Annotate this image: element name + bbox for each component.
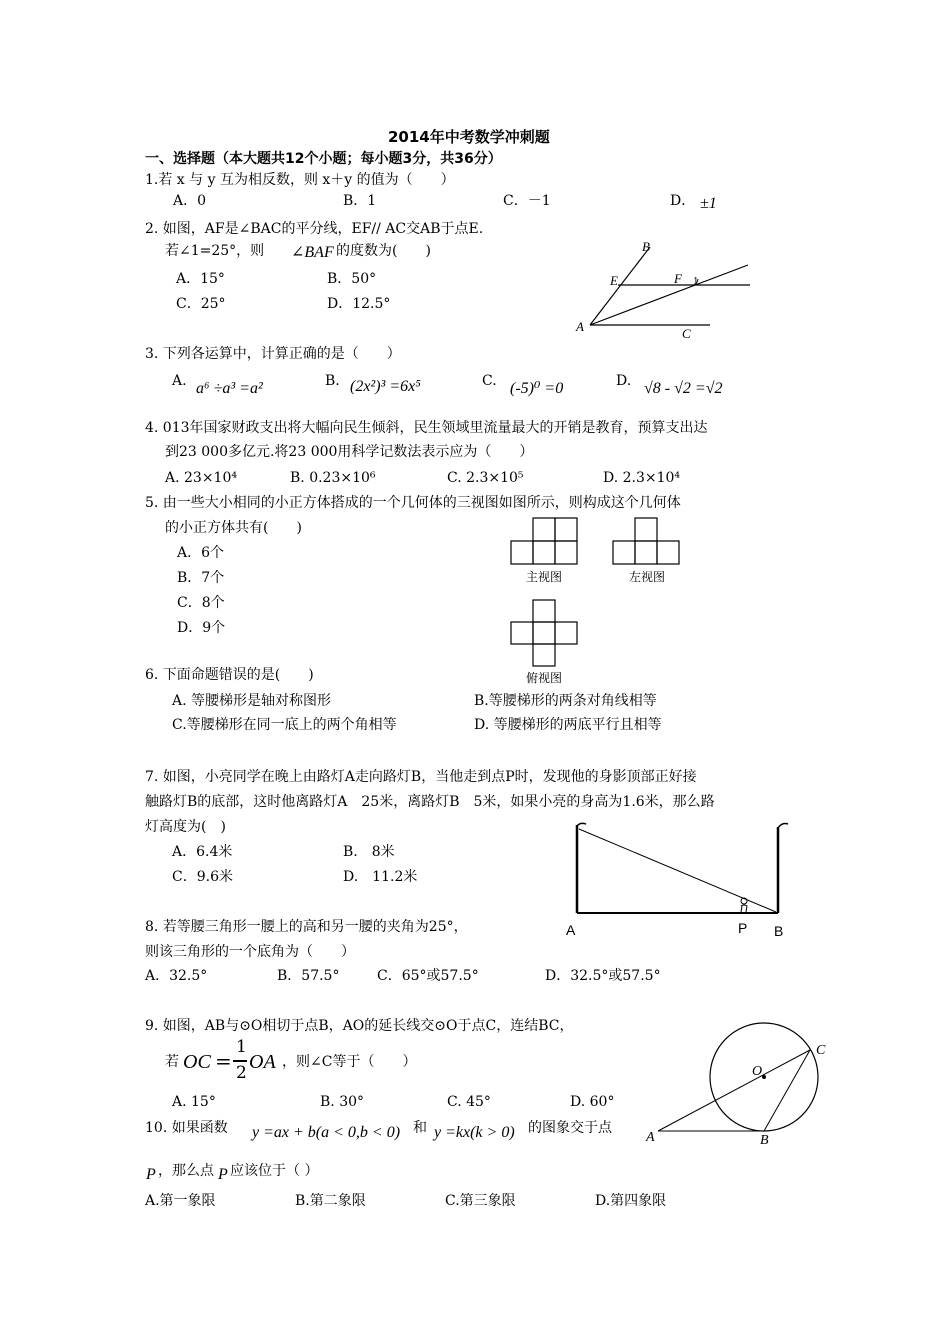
q2-fig-label-f: F <box>674 271 682 286</box>
q9-frac-bar <box>233 1060 247 1062</box>
q3-expr-a: a⁶ ÷a³ =a² <box>196 380 263 397</box>
q10-point-p: P <box>146 1166 156 1183</box>
q4-line1: 4. 013年国家财政支出将大幅向民生倾斜，民生领域里流量最大的开销是教育，预算支出达 <box>145 420 708 436</box>
q5-line1: 5. 由一些大小相同的小正方体搭成的一个几何体的三视图如图所示，则构成这个几何体 <box>145 495 681 511</box>
q3-expr-c: (-5)⁰ =0 <box>510 380 564 397</box>
q10-line2-b: ，那么点 <box>158 1163 214 1179</box>
q2-option-d: D．12.5° <box>327 296 391 312</box>
q10-line2-d: 应该位于（ ） <box>230 1163 319 1179</box>
q2-line2-c: 的度数为( ) <box>336 243 431 259</box>
q2-option-a: A．15° <box>176 271 225 287</box>
q7-option-b: B. 8米 <box>343 844 395 860</box>
q10-option-c: C.第三象限 <box>445 1193 516 1209</box>
q5-top-view <box>511 600 577 666</box>
q1-option-d-value: ±1 <box>700 195 717 212</box>
q7-line3: 灯高度为( ) <box>145 819 226 835</box>
q6-stem: 6. 下面命题错误的是( ) <box>145 667 314 683</box>
q2-line2-a: 若∠1=25°，则 <box>165 243 265 259</box>
q1-option-d: D． <box>670 193 696 209</box>
q4-line2: 到23 000多亿元.将23 000用科学记数法表示应为（ ） <box>165 444 534 460</box>
q9-post: ，则∠C等于（ ） <box>282 1054 417 1070</box>
q2-figure <box>570 235 760 345</box>
q9-oa: OA <box>249 1051 276 1073</box>
q7-fig-label-b: B <box>774 923 784 939</box>
q10-and: 和 <box>413 1120 427 1136</box>
q3-option-b: B. <box>325 373 340 389</box>
q4-option-b: B. 0.23×10⁶ <box>290 470 376 486</box>
q10-function-2: y =kx(k > 0) <box>434 1124 515 1141</box>
q7-option-c: C．9.6米 <box>172 869 233 885</box>
q8-line1: 8. 若等腰三角形一腰上的高和另一腰的夹角为25°， <box>145 919 468 935</box>
q4-option-d: D. 2.3×10⁴ <box>603 470 681 486</box>
q7-option-a: A．6.4米 <box>172 844 233 860</box>
q2-fig-label-b: B <box>642 239 650 254</box>
q8-line2: 则该三角形的一个底角为（ ） <box>145 944 355 960</box>
q10-function-1: y =ax + b(a < 0,b < 0) <box>252 1124 401 1141</box>
q5-left-view <box>613 518 679 564</box>
q7-line1: 7. 如图，小亮同学在晚上由路灯A走向路灯B，当他走到点P时，发现他的身影顶部正好接 <box>145 769 697 785</box>
q9-frac-den: 2 <box>236 1063 247 1083</box>
q8-option-c: C．65°或57.5° <box>377 968 479 984</box>
q3-option-d: D. <box>616 373 632 389</box>
q1-option-b: B．1 <box>343 193 377 209</box>
q5-three-views-figure <box>510 517 690 687</box>
q8-option-b: B．57.5° <box>277 968 340 984</box>
q1-stem: 1.若 x 与 y 互为相反数，则 x＋y 的值为（ ） <box>145 172 455 188</box>
q5-label-front: 主视图 <box>526 570 563 584</box>
q5-label-top: 俯视图 <box>526 671 563 685</box>
q5-front-view <box>511 518 577 564</box>
q9-pre: 若 <box>165 1054 179 1070</box>
q10-option-b: B.第二象限 <box>295 1193 366 1209</box>
q9-option-b: B. 30° <box>320 1094 365 1110</box>
q10-option-a: A.第一象限 <box>145 1193 216 1209</box>
q1-option-c: C．－1 <box>503 193 551 209</box>
q3-expr-b: (2x²)³ =6x⁵ <box>350 378 421 395</box>
q7-fig-label-a: A <box>566 922 576 938</box>
q5-option-b: B．7个 <box>177 570 225 586</box>
q7-street-lamp-figure <box>560 822 800 942</box>
q5-option-a: A．6个 <box>177 545 225 561</box>
q2-fig-label-c: C <box>682 326 691 341</box>
q7-person-icon <box>741 898 747 912</box>
q9-fig-label-a: A <box>646 1130 655 1145</box>
q9-option-a: A. 15° <box>172 1094 216 1110</box>
q10-pre: 10. 如果函数 <box>145 1120 228 1136</box>
q9-frac-num: 1 <box>236 1037 247 1057</box>
section-heading: 一、选择题（本大题共12个小题；每小题3分，共36分） <box>145 151 502 167</box>
q8-option-a: A．32.5° <box>145 968 208 984</box>
q7-line2: 触路灯B的底部，这时他离路灯A 25米，离路灯B 5米，如果小亮的身高为1.6米，那么路 <box>145 794 715 810</box>
q9-line1: 9. 如图，AB与⊙O相切于点B，AO的延长线交⊙O于点C，连结BC， <box>145 1018 574 1034</box>
q9-fig-label-o: O <box>752 1064 763 1079</box>
q5-line2: 的小正方体共有( ) <box>165 520 302 536</box>
q9-option-d: D. 60° <box>570 1094 615 1110</box>
q10-option-d: D.第四象限 <box>595 1193 667 1209</box>
q6-option-a: A. 等腰梯形是轴对称图形 <box>172 693 332 709</box>
q2-option-b: B．50° <box>327 271 377 287</box>
q10-post: 的图象交于点 <box>528 1120 612 1136</box>
q1-option-a: A．0 <box>173 193 207 209</box>
page-title: 2014年中考数学冲刺题 <box>388 128 550 146</box>
q8-option-d: D．32.5°或57.5° <box>545 968 661 984</box>
q6-option-d: D. 等腰梯形的两底平行且相等 <box>474 717 662 733</box>
q9-oc: OC <box>183 1051 211 1073</box>
q2-fig-label-1: 1 <box>693 277 699 287</box>
q4-option-c: C. 2.3×10⁵ <box>447 470 524 486</box>
q9-equals: = <box>215 1049 232 1073</box>
q9-circle-figure <box>640 1030 840 1150</box>
q5-label-left: 左视图 <box>629 570 666 584</box>
q7-option-d: D. 11.2米 <box>343 869 418 885</box>
q2-option-c: C．25° <box>176 296 226 312</box>
q3-option-c: C. <box>482 373 497 389</box>
q5-option-c: C．8个 <box>177 595 225 611</box>
q2-fig-label-a: A <box>576 319 584 334</box>
q3-expr-d: √8 - √2 =√2 <box>644 380 723 397</box>
q9-fig-label-c: C <box>816 1043 826 1058</box>
q3-stem: 3. 下列各运算中，计算正确的是（ ） <box>145 346 401 362</box>
q10-point-p-2: P <box>218 1166 228 1183</box>
q5-option-d: D．9个 <box>177 620 226 636</box>
q4-option-a: A. 23×10⁴ <box>165 470 237 486</box>
q2-line1: 2. 如图，AF是∠BAC的平分线，EF// AC交AB于点E. <box>145 221 484 237</box>
q9-fig-label-b: B <box>760 1133 769 1148</box>
q7-fig-label-p: P <box>738 920 748 936</box>
q3-option-a: A. <box>172 373 187 389</box>
q6-option-b: B.等腰梯形的两条对角线相等 <box>474 693 657 709</box>
q2-angle-baf: ∠BAF <box>291 244 334 261</box>
q2-fig-label-e: E <box>610 273 618 288</box>
q9-option-c: C. 45° <box>447 1094 491 1110</box>
q6-option-c: C.等腰梯形在同一底上的两个角相等 <box>172 717 397 733</box>
